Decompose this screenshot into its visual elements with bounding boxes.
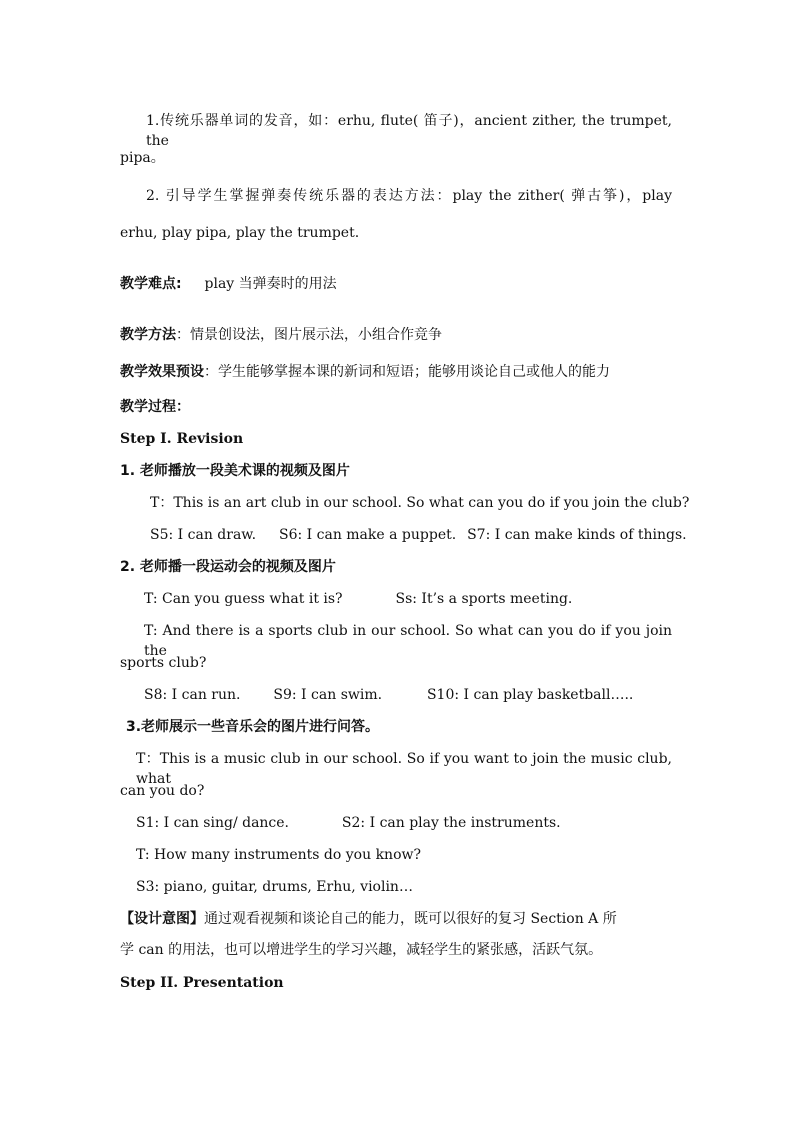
step-1-sub-3-teacher-line-2: can you do?	[120, 783, 205, 799]
goal-item-1-line-2: pipa。	[120, 150, 165, 166]
student-line: S1: I can sing/ dance.	[136, 815, 290, 831]
teaching-method	[120, 325, 442, 345]
design-intent-line-2: 学 can 的用法，也可以增进学生的学习兴趣，减轻学生的紧张感，活跃气氛。	[120, 942, 603, 958]
difficulty-label: 教学难点:	[120, 276, 182, 292]
difficulty-text: play 当弹奏时的用法	[204, 276, 337, 292]
step-1-sub-3-teacher-line-2b: T: How many instruments do you know?	[136, 847, 421, 863]
step-1-sub-1: 1. 老师播放一段美术课的视频及图片	[120, 463, 350, 479]
design-intent-label: 【设计意图】	[120, 911, 204, 927]
step-1-sub-2-teacher-line-1: T: And there is a sports club in our school. So what can you do if you join the	[144, 623, 672, 659]
step-1-sub-3-students	[136, 813, 561, 833]
step-1-sub-2-teacher-line-2: sports club?	[120, 655, 207, 671]
teaching-process-label: 教学过程：	[120, 399, 190, 415]
student-line: S6: I can make a puppet.	[278, 527, 457, 543]
step-1-sub-2-exchange	[144, 589, 572, 609]
step-1-sub-1-students	[150, 525, 687, 545]
effect-label: 教学效果预设	[120, 364, 204, 380]
student-line: S7: I can make kinds of things.	[467, 527, 687, 543]
student-line: S8: I can run.	[144, 687, 241, 703]
design-intent-text: 通过观看视频和谈论自己的能力，既可以很好的复习 Section A 所	[204, 911, 617, 927]
student-line: S5: I can draw.	[150, 527, 257, 543]
method-label: 教学方法	[120, 327, 176, 343]
effect-text: ：学生能够掌握本课的新词和短语；能够用谈论自己或他人的能力	[204, 364, 610, 380]
step-1-sub-3-teacher-line-1: T：This is a music club in our school. So if you want to join the music club, what	[136, 751, 672, 787]
goal-item-2-line-2: erhu, play pipa, play the trumpet.	[120, 225, 360, 241]
student-line: S2: I can play the instruments.	[341, 815, 561, 831]
teaching-difficulty	[120, 274, 337, 294]
student-line: S9: I can swim.	[273, 687, 383, 703]
teacher-line: T: Can you guess what it is?	[144, 591, 343, 607]
student-line: Ss: It’s a sports meeting.	[395, 591, 573, 607]
design-intent-line-1	[120, 909, 617, 929]
student-line: S10: I can play basketball…..	[426, 687, 634, 703]
step-1-sub-2-students	[144, 685, 633, 705]
teaching-effect	[120, 362, 610, 382]
step-2-title: Step II. Presentation	[120, 975, 284, 991]
goal-item-2-line-1: 2. 引导学生掌握弹奏传统乐器的表达方法：play the zither( 弹古筝)，play	[146, 188, 672, 204]
step-1-sub-2: 2. 老师播一段运动会的视频及图片	[120, 559, 336, 575]
method-text: ：情景创设法，图片展示法，小组合作竞争	[176, 327, 442, 343]
step-1-sub-3: 3.老师展示一些音乐会的图片进行问答。	[126, 719, 380, 735]
step-1-title: Step I. Revision	[120, 431, 244, 447]
step-1-sub-3-student-line-3: S3: piano, guitar, drums, Erhu, violin…	[136, 879, 413, 895]
step-1-sub-1-teacher: T：This is an art club in our school. So what can you do if you join the club?	[150, 495, 690, 511]
goal-item-1-line-1: 1.传统乐器单词的发音，如：erhu, flute( 笛子)，ancient zither, the trumpet, the	[146, 113, 672, 149]
